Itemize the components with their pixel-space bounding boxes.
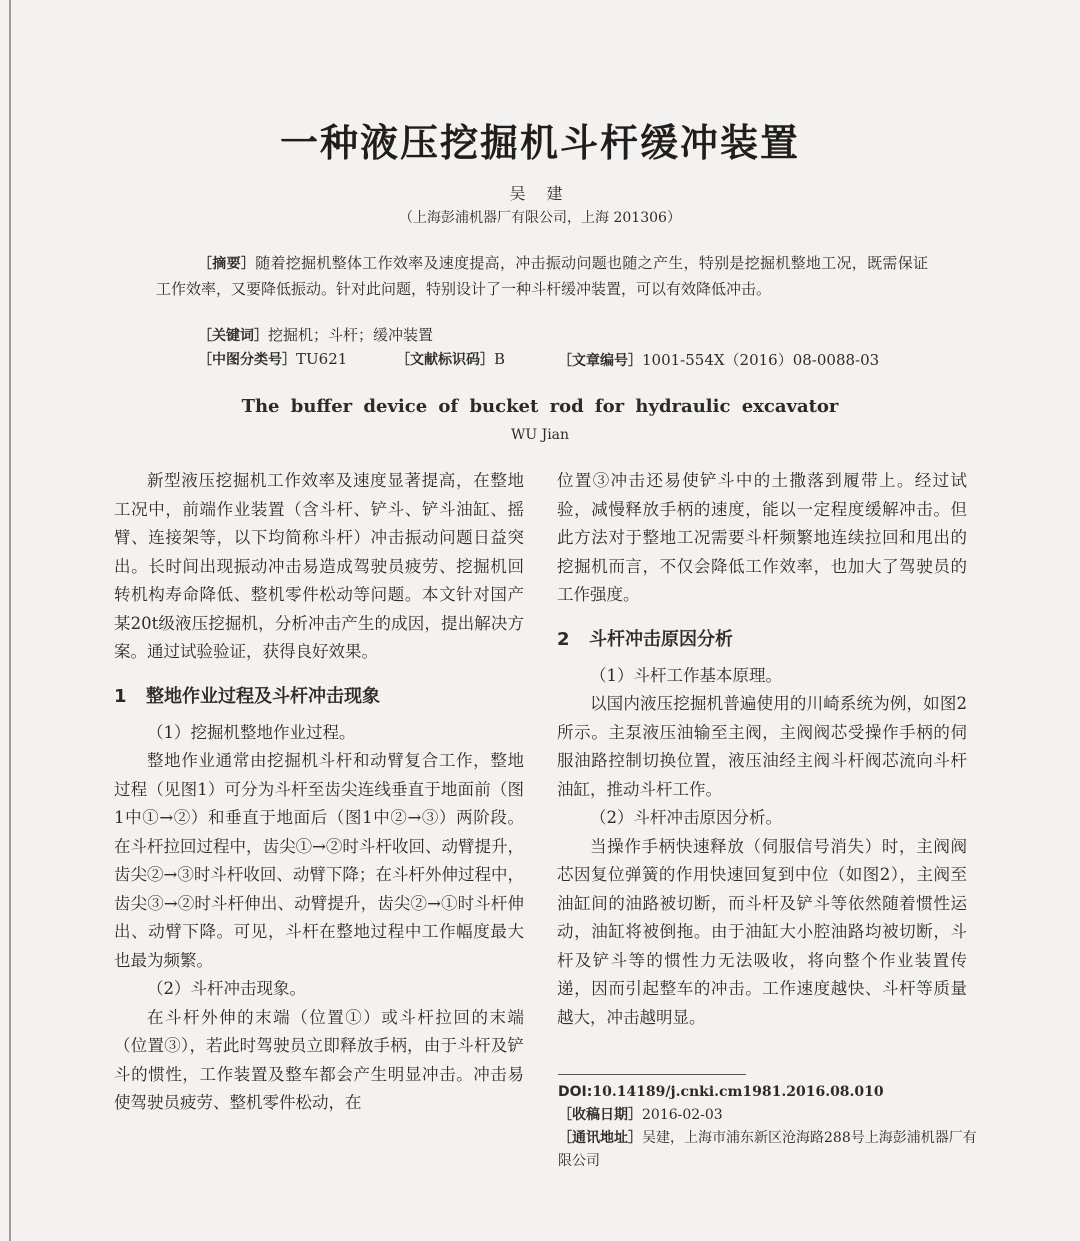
english-title: The buffer device of bucket rod for hydraulic excavator xyxy=(241,396,839,417)
subheading-2-2: （2）斗杆冲击原因分析。 xyxy=(590,808,782,827)
address-label: ［通讯地址］ xyxy=(558,1130,642,1146)
section-1-number: 1 xyxy=(114,685,127,707)
author-affiliation: （上海彭浦机器厂有限公司，上海 201306） xyxy=(399,210,681,226)
keywords xyxy=(198,324,433,345)
doi-line xyxy=(558,1081,978,1104)
doi-label: DOI: xyxy=(558,1084,593,1100)
section-2-number: 2 xyxy=(557,628,570,650)
keywords-text: 挖掘机；斗杆；缓冲装置 xyxy=(268,326,434,344)
address-line xyxy=(558,1127,978,1173)
article-label: ［文章编号］ xyxy=(558,353,642,369)
section-1-heading xyxy=(114,683,524,711)
received-line xyxy=(558,1104,978,1127)
paragraph-2-2: 当操作手柄快速释放（伺服信号消失）时，主阀阀芯因复位弹簧的作用快速回复到中位（如图2），主阀至油缸间的油路被切断，而斗杆及铲斗等依然随着惯性运动，油缸将被倒拖。由于油缸大小腔油路均被切断，斗杆及铲斗等的惯性力无法吸收，将向整个作业装置传递，因而引起整车的冲击。工作速度越快、斗杆等质量越大，冲击越明显。 xyxy=(557,836,967,1027)
paragraph-2-1: 以国内液压挖掘机普遍使用的川崎系统为例，如图2所示。主泵液压油输至主阀，主阀阀芯受操作手柄的伺服油路控制切换位置，液压油经主阀斗杆阀芯流向斗杆油缸，推动斗杆工作。 xyxy=(557,694,967,799)
continued-paragraph: 位置③冲击还易使铲斗中的土撒落到履带上。经过试验，减慢释放手柄的速度，能以一定程度缓解冲击。但此方法对于整地工况需要斗杆频繁地连续拉回和甩出的挖掘机而言，不仅会降低工作效率，也加大了驾驶员的工作强度。 xyxy=(557,471,967,604)
footnote-rule xyxy=(558,1074,746,1075)
subheading-2-1: （1）斗杆工作基本原理。 xyxy=(590,665,782,685)
abstract-label: ［摘要］ xyxy=(198,256,256,272)
paragraph-1-2: 在斗杆外伸的末端（位置①）或斗杆拉回的末端（位置③），若此时驾驶员立即释放手柄，由于斗杆及铲斗的惯性，工作装置及整车都会产生明显冲击。冲击易使驾驶员疲劳、整机零件松动，在 xyxy=(114,1007,524,1112)
keywords-label: ［关键词］ xyxy=(198,328,268,344)
paper-title: 一种液压挖掘机斗杆缓冲装置 xyxy=(279,121,800,165)
right-column xyxy=(557,467,967,1032)
abstract-text: 随着挖掘机整体工作效率及速度提高，冲击振动问题也随之产生，特别是挖掘机整地工况，既需保证工作效率，又要降低振动。针对此问题，特别设计了一种斗杆缓冲装置，可以有效降低冲击。 xyxy=(156,254,929,298)
received-label: ［收稿日期］ xyxy=(558,1107,642,1123)
article-value: 1001-554X（2016）08-0088-03 xyxy=(642,351,880,369)
left-column xyxy=(114,467,524,1118)
section-2-heading xyxy=(557,626,967,654)
intro-paragraph: 新型液压挖掘机工作效率及速度显著提高，在整地工况中，前端作业装置（含斗杆、铲斗、铲斗油缸、摇臂、连接架等，以下均简称斗杆）冲击振动问题日益突出。长时间出现振动冲击易造成驾驶员疲劳、挖掘机回转机构寿命降低、整机零件松动等问题。本文针对国产某20t级液压挖掘机，分析冲击产生的成因，提出解决方案。通过试验验证，获得良好效果。 xyxy=(114,471,524,661)
doc-label: ［文献标识码］ xyxy=(396,352,494,368)
received-value: 2016-02-03 xyxy=(642,1107,723,1123)
clc-label: ［中图分类号］ xyxy=(198,352,296,368)
article-number xyxy=(558,349,879,370)
subheading-1-1: （1）挖掘机整地作业过程。 xyxy=(147,722,356,742)
english-author: WU Jian xyxy=(510,427,570,443)
doc-value: B xyxy=(494,350,506,368)
doc-code xyxy=(396,349,505,369)
section-2-title: 斗杆冲击原因分析 xyxy=(589,628,733,650)
address-value: 吴建，上海市浦东新区沧海路288号上海彭浦机器厂有限公司 xyxy=(558,1130,977,1169)
footnote xyxy=(558,1074,978,1173)
author-name: 吴 建 xyxy=(509,184,571,203)
paragraph-1-1: 整地作业通常由挖掘机斗杆和动臂复合工作，整地过程（见图1）可分为斗杆至齿尖连线垂直于地面前（图1中①→②）和垂直于地面后（图1中②→③）两阶段。在斗杆拉回过程中，齿尖①→②时斗杆收回、动臂提升，齿尖②→③时斗杆收回、动臂下降；在斗杆外伸过程中，齿尖③→②时斗杆伸出、动臂提升，齿尖②→①时斗杆伸出、动臂下降。可见，斗杆在整地过程中工作幅度最大也最为频繁。 xyxy=(114,751,524,970)
doi-value: 10.14189/j.cnki.cm1981.2016.08.010 xyxy=(592,1084,884,1100)
clc-value: TU621 xyxy=(296,350,348,368)
subheading-1-2: （2）斗杆冲击现象。 xyxy=(147,979,306,998)
clc-code xyxy=(198,349,347,369)
section-1-title: 整地作业过程及斗杆冲击现象 xyxy=(146,685,380,707)
abstract xyxy=(156,251,928,302)
